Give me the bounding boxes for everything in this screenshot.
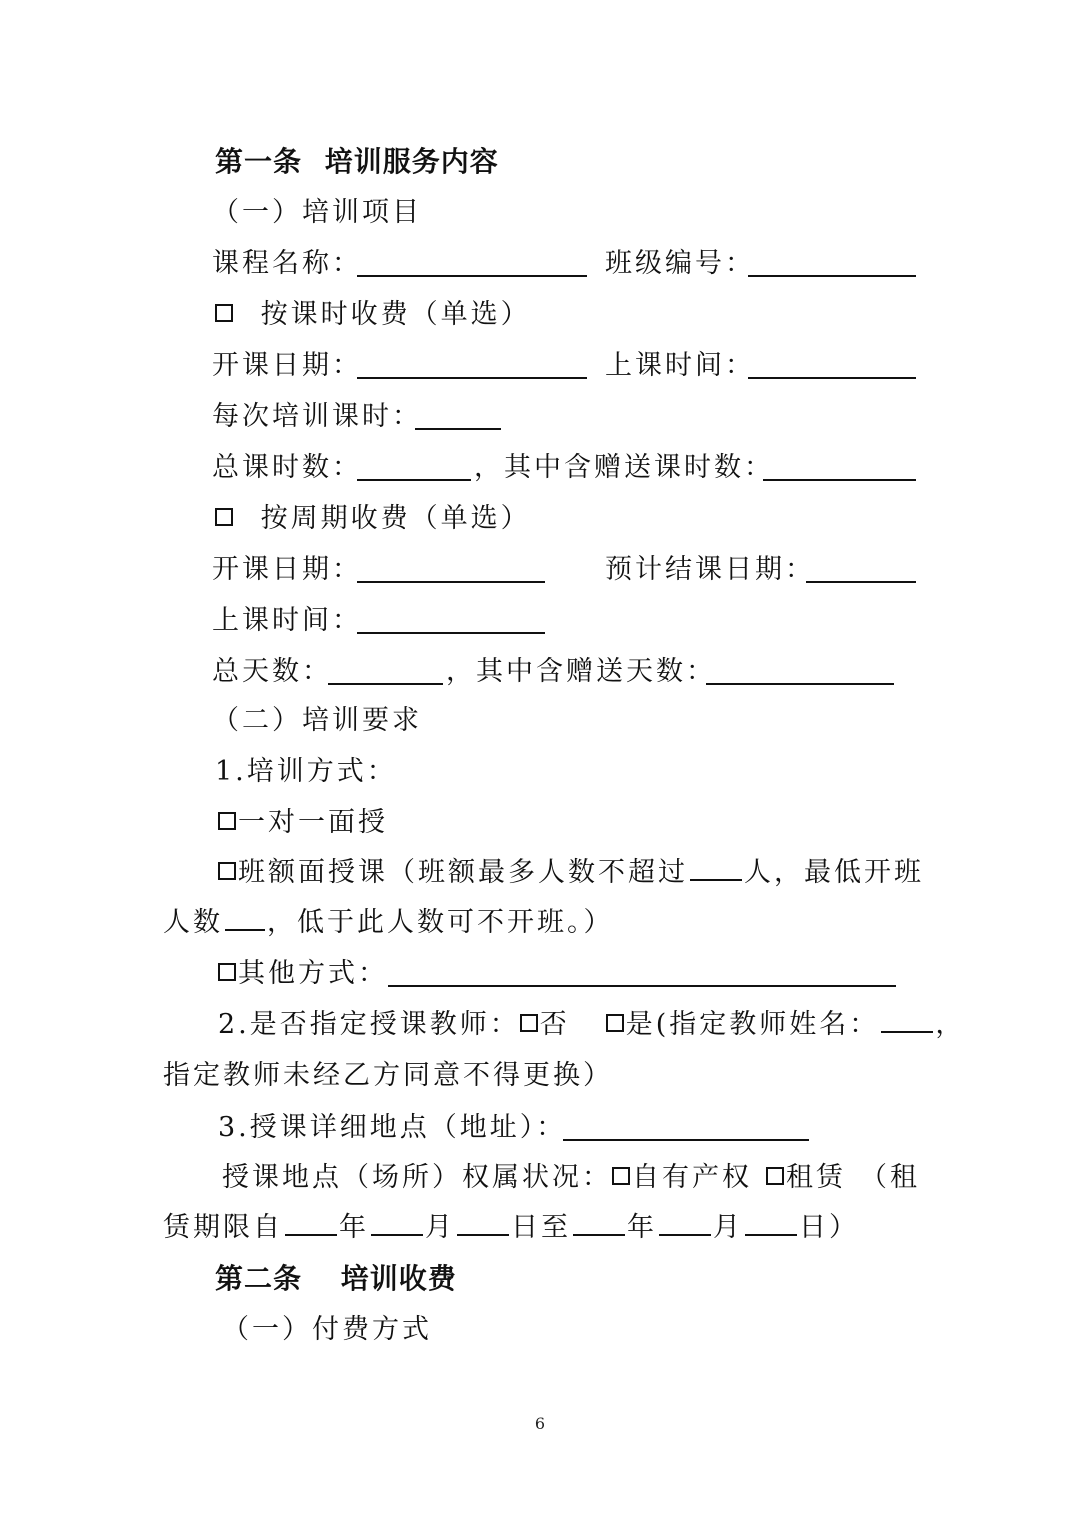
lease-start-month-blank[interactable]: [371, 1233, 423, 1236]
section-payment-method: （一）付费方式: [222, 1314, 432, 1345]
lease-end-month-blank[interactable]: [659, 1233, 711, 1236]
start-date2-blank[interactable]: [357, 581, 545, 583]
course-row: [212, 239, 932, 289]
one-on-one-label: 一对一面授: [238, 807, 388, 838]
other-mode-checkbox[interactable]: [218, 963, 236, 981]
section-training-items: （一）培训项目: [212, 197, 422, 228]
address-row: [218, 1103, 818, 1153]
section-training-requirements: （二）培训要求: [212, 705, 422, 736]
lease-end-day-blank[interactable]: [745, 1233, 797, 1236]
other-mode-wrap: [218, 949, 388, 999]
class-lecture-text-d: ，低于此人数可不开班。）: [267, 907, 614, 938]
free-hours-label: ，其中含赠送课时数：: [474, 452, 774, 483]
period-checkbox[interactable]: [215, 508, 233, 526]
option-period-row: [215, 494, 531, 544]
start-date-label: 开课日期：: [212, 350, 362, 381]
class-time-label: 上课时间：: [605, 350, 755, 381]
end-date-label: 预计结课日期：: [605, 554, 815, 585]
start-date-blank[interactable]: [357, 377, 587, 379]
other-mode-label: 其他方式：: [238, 958, 388, 989]
ownership-row: [222, 1153, 920, 1203]
max-students-blank[interactable]: [690, 878, 742, 881]
start-date2-label: 开课日期：: [212, 554, 362, 585]
day-to-label: 日至: [511, 1212, 571, 1243]
article-1-number: 第一条: [215, 145, 303, 178]
article-2-title: 培训收费: [340, 1262, 457, 1295]
teacher-yes-label: 是(指定教师姓名：: [625, 1009, 880, 1040]
teacher-name-blank[interactable]: [881, 1030, 933, 1033]
hourly-label: 按课时收费（单选）: [260, 299, 531, 330]
class-lecture-text-b: 人，最低开班: [744, 857, 924, 888]
period-dates-row: [212, 545, 932, 595]
lease-start-day-blank[interactable]: [457, 1233, 509, 1236]
class-time-blank[interactable]: [748, 377, 916, 379]
month-label-2: 月: [713, 1212, 743, 1243]
class-time2-row: [212, 596, 612, 646]
lease-period-label: 赁期限自: [163, 1212, 283, 1243]
course-name-blank[interactable]: [357, 275, 587, 277]
total-hours-label: 总课时数：: [212, 452, 362, 483]
lease-checkbox[interactable]: [766, 1167, 784, 1185]
year-label-2: 年: [627, 1212, 657, 1243]
hours-each-row: [212, 392, 612, 442]
teacher-no-label: 否: [539, 1009, 570, 1040]
class-lecture-checkbox[interactable]: [218, 862, 236, 880]
class-number-blank[interactable]: [748, 275, 916, 277]
lease-end-year-blank[interactable]: [573, 1233, 625, 1236]
course-name-label: 课程名称：: [212, 248, 362, 279]
lease-start-year-blank[interactable]: [285, 1233, 337, 1236]
class-time2-label: 上课时间：: [212, 605, 362, 636]
min-students-blank[interactable]: [225, 928, 265, 931]
article-2-number: 第二条: [215, 1262, 303, 1295]
month-label-1: 月: [425, 1212, 455, 1243]
free-days-label: ，其中含赠送天数：: [446, 656, 716, 687]
total-days-blank[interactable]: [328, 683, 443, 685]
total-days-row: [212, 647, 932, 697]
article-2-heading: [215, 1254, 457, 1304]
address-label: 3.授课详细地点（地址）：: [218, 1112, 567, 1143]
other-mode-blank[interactable]: [388, 985, 896, 987]
free-days-blank[interactable]: [706, 683, 894, 685]
hours-each-blank[interactable]: [415, 428, 501, 430]
article-1-heading: [215, 137, 499, 187]
hours-each-label: 每次培训课时：: [212, 401, 422, 432]
class-lecture-row-cont: [163, 898, 614, 948]
teacher-row: [218, 1000, 965, 1050]
one-on-one-row: [218, 798, 388, 848]
ownership-label: 授课地点（场所）权属状况：: [222, 1162, 612, 1193]
period-label: 按周期收费（单选）: [260, 503, 531, 534]
class-number-label: 班级编号：: [605, 248, 755, 279]
class-lecture-text-a: 班额面授课（班额最多人数不超过: [238, 857, 688, 888]
address-blank[interactable]: [563, 1139, 809, 1141]
class-lecture-row: [218, 848, 924, 898]
teacher-label: 2.是否指定授课教师：: [218, 1009, 520, 1040]
one-on-one-checkbox[interactable]: [218, 812, 236, 830]
training-mode-label: 1.培训方式：: [215, 756, 397, 787]
total-hours-blank[interactable]: [357, 479, 471, 481]
teacher-note: 指定教师未经乙方同意不得更换）: [163, 1060, 613, 1091]
page-number: 6: [534, 1414, 546, 1433]
own-label: 自有产权: [632, 1162, 752, 1193]
total-hours-row: [212, 443, 932, 493]
year-label-1: 年: [339, 1212, 369, 1243]
end-date-blank[interactable]: [806, 581, 916, 583]
date-time-row: [212, 341, 932, 391]
teacher-yes-checkbox[interactable]: [606, 1014, 624, 1032]
class-time2-blank[interactable]: [357, 632, 545, 634]
lease-open: （租: [860, 1162, 920, 1193]
class-lecture-text-c: 人数: [163, 907, 223, 938]
article-1-title: 培训服务内容: [324, 145, 499, 178]
total-days-label: 总天数：: [212, 656, 332, 687]
lease-period-row: [163, 1203, 859, 1253]
other-mode-row: [218, 949, 918, 999]
day-end-label: 日）: [799, 1212, 859, 1243]
lease-label: 租赁: [786, 1162, 846, 1193]
teacher-tail: ，: [935, 1009, 966, 1040]
free-hours-blank[interactable]: [763, 479, 916, 481]
teacher-no-checkbox[interactable]: [520, 1014, 538, 1032]
hourly-checkbox[interactable]: [215, 304, 233, 322]
option-hourly-row: [215, 290, 531, 340]
own-checkbox[interactable]: [612, 1167, 630, 1185]
